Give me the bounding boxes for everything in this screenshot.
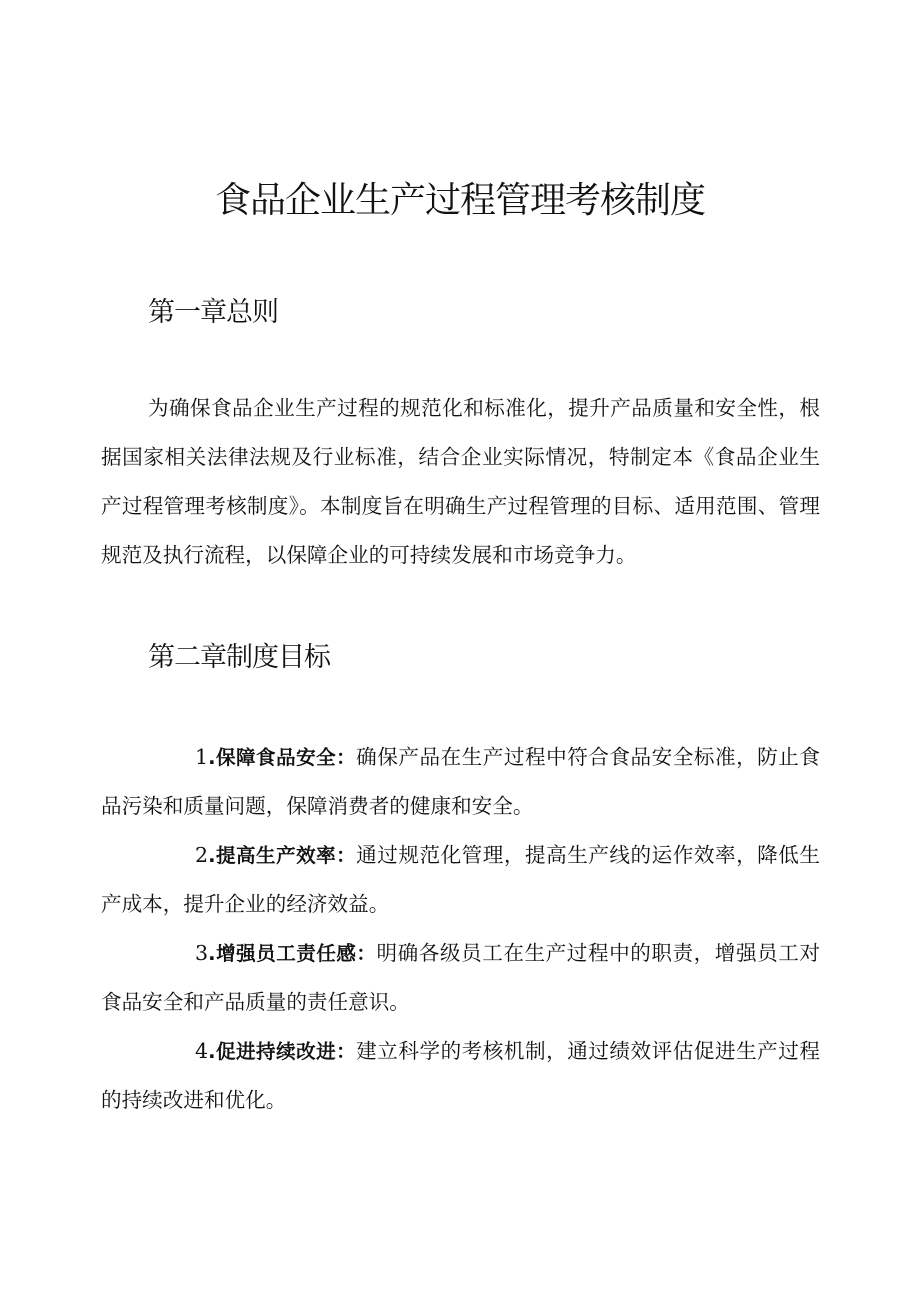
goal-text: 明确各级员工在生产过程中的职责，增强员工对食品安全和产品质量的责任意识。 [101,941,820,1014]
goal-text: 通过规范化管理，提高生产线的运作效率，降低生产成本，提升企业的经济效益。 [101,843,820,916]
goal-text: 确保产品在生产过程中符合食品安全标准，防止食品污染和质量问题，保障消费者的健康和安全。 [101,745,820,818]
document-title: 食品企业生产过程管理考核制度 [214,180,705,221]
goal-number: 3 [195,941,209,965]
goal-item [101,929,820,1027]
goal-number: 1 [195,745,209,769]
goal-list [101,733,820,1125]
goal-item [101,733,820,831]
goal-item [101,831,820,929]
goal-number: 4 [195,1039,209,1063]
goal-number: 2 [195,843,209,867]
chapter-1-heading: 第一章总则 [148,297,278,328]
goal-label: .保障食品安全： [208,746,357,769]
goal-label: .提高生产效率： [208,844,357,867]
goal-item [101,1027,820,1125]
goal-label: .增强员工责任感： [208,942,377,965]
goal-text: 建立科学的考核机制，通过绩效评估促进生产过程的持续改进和优化。 [101,1039,820,1112]
chapter-1-paragraph: 为确保食品企业生产过程的规范化和标准化，提升产品质量和安全性，根据国家相关法律法规及行业标准，结合企业实际情况，特制定本《食品企业生产过程管理考核制度》。本制度旨在明确生产过程管理的目标、适用范围、管理规范及执行流程，以保障企业的可持续发展和市场竞争力。 [101,396,820,567]
chapter-2-heading: 第二章制度目标 [148,642,330,673]
goal-label: .促进持续改进： [208,1040,357,1063]
